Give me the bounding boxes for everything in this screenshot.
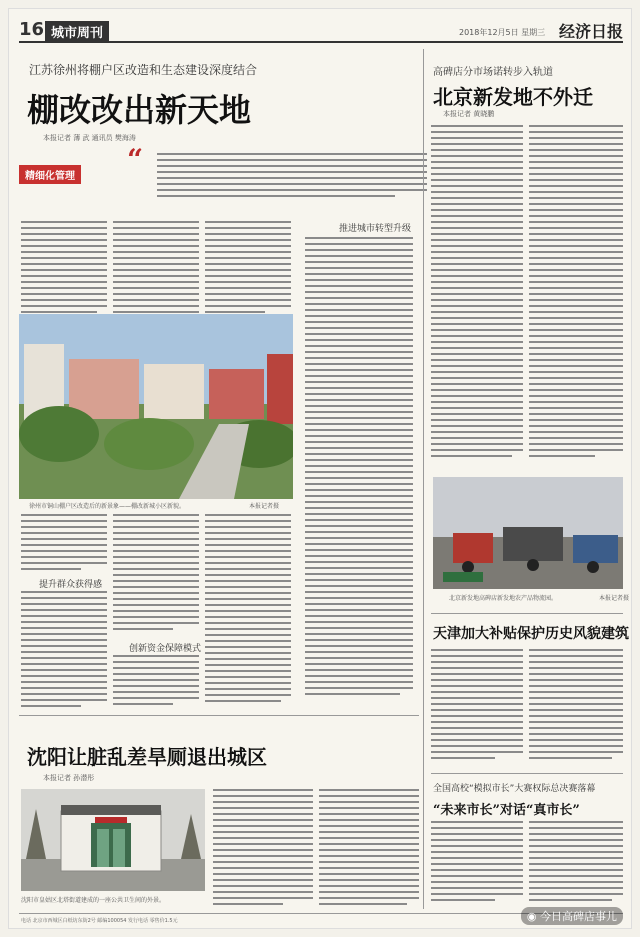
side1-photo-caption: 北京新发地高碑店新发地农产品物流园。 xyxy=(449,595,558,602)
section-name: 城市周刊 xyxy=(45,21,109,42)
public-toilet-photo xyxy=(21,789,205,891)
column-divider xyxy=(423,49,424,909)
side2-col-1 xyxy=(431,649,523,765)
section-tag: 精细化管理 xyxy=(19,165,81,184)
lead-col-8 xyxy=(113,655,199,707)
quote-mark: “ xyxy=(127,143,144,176)
wechat-icon: ◉ xyxy=(526,910,540,923)
side1-col-2 xyxy=(529,125,623,465)
side1-byline: 本报记者 黄晓鹏 xyxy=(443,110,495,118)
lead-photo-credit: 本报记者摄 xyxy=(249,503,280,510)
side2-headline: 天津加大补贴保护历史风貌建筑 xyxy=(433,626,629,642)
abstract-text xyxy=(157,153,427,209)
page-number: 16 xyxy=(19,19,45,40)
page-header xyxy=(19,17,623,43)
issue-date: 2018年12月5日 星期三 xyxy=(459,28,546,37)
residential-buildings-photo xyxy=(19,314,293,499)
lead-col-4 xyxy=(305,237,413,707)
lead-col-6 xyxy=(21,591,107,707)
side3-col-2 xyxy=(529,821,623,905)
lead-abstract xyxy=(127,143,323,217)
bottom-col-2 xyxy=(319,789,419,909)
side3-divider xyxy=(431,773,623,774)
bottom-byline: 本报记者 孙潜彤 xyxy=(43,774,95,782)
bottom-col-1 xyxy=(213,789,313,909)
lead-col-1 xyxy=(21,221,107,321)
lead-photo-caption: 徐州市铜山棚户区改造后的新景象——棚改新城小区新貌。 xyxy=(29,503,186,510)
side1-photo-credit: 本报记者摄 xyxy=(599,595,630,602)
market-trucks-photo xyxy=(433,477,623,589)
lead-headline: 棚改改出新天地 xyxy=(27,91,252,129)
lead-photo xyxy=(19,314,293,499)
lead-subhead-right: 推进城市转型升级 xyxy=(339,224,412,234)
lead-col-7 xyxy=(113,514,199,634)
newspaper-page xyxy=(8,8,632,929)
lead-subhead-2: 创新资金保障模式 xyxy=(129,644,202,654)
lead-byline: 本报记者 薄 武 通讯员 樊海涛 xyxy=(43,134,136,142)
lead-col-3 xyxy=(205,221,291,321)
bottom-photo xyxy=(21,789,205,891)
lead-col-2 xyxy=(113,221,199,321)
side3-headline: “未来市长”对话“真市长” xyxy=(433,803,580,818)
lead-col-9 xyxy=(205,514,291,707)
side3-col-1 xyxy=(431,821,523,905)
bottom-divider xyxy=(19,715,419,716)
lead-kicker: 江苏徐州将棚户区改造和生态建设深度结合 xyxy=(29,63,258,77)
masthead-logo: 经济日报 xyxy=(558,22,623,41)
side2-col-2 xyxy=(529,649,623,765)
footer-info: 电话 北京市西城区白纸坊东街2号 邮编100054 发行电话 零售价1.5元 xyxy=(21,918,178,924)
side1-headline: 北京新发地不外迁 xyxy=(433,85,593,109)
side2-divider xyxy=(431,613,623,614)
bottom-photo-caption: 沈阳市皇姑区北塔街道建成的一座公共卫生间的外景。 xyxy=(21,897,166,904)
side1-kicker: 高碑店分市场诺转步入轨道 xyxy=(433,67,553,78)
side1-photo xyxy=(433,477,623,589)
lead-col-5 xyxy=(21,514,107,574)
side1-col-1 xyxy=(431,125,523,465)
lead-subhead-1: 提升群众获得感 xyxy=(39,580,103,590)
watermark xyxy=(521,907,623,925)
bottom-headline: 沈阳让脏乱差旱厕退出城区 xyxy=(27,745,267,769)
side3-kicker: 全国高校“模拟市长”大赛权际总决赛落幕 xyxy=(433,784,596,794)
watermark-text: 今日高碑店事儿 xyxy=(540,910,617,923)
